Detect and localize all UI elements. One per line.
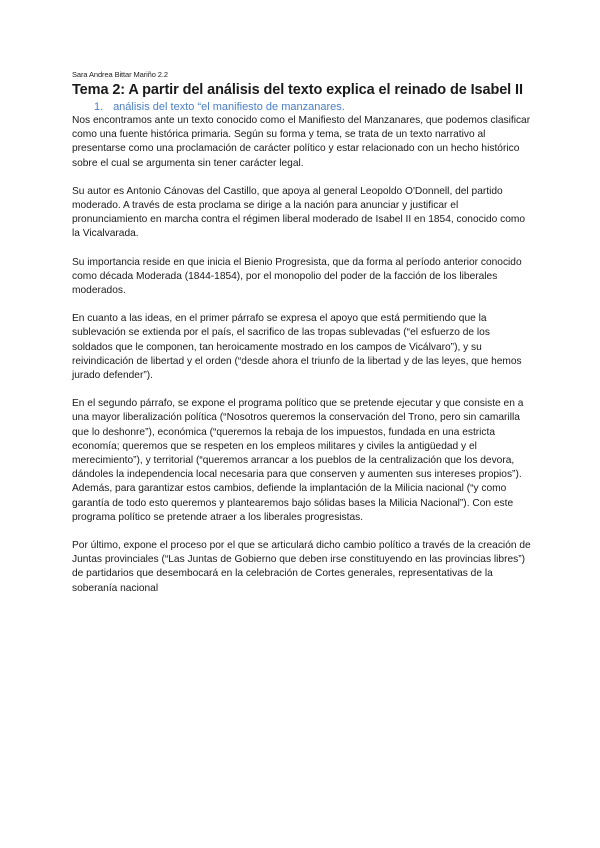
paragraph-2: Su autor es Antonio Cánovas del Castillo, que apoya al general Leopoldo O'Donnell, del partido moderado. A través de esta proclama se dirige a la nación para anunciar y justificar el pronunciamiento en marcha contra el régimen liberal moderado de Isabel II en 1854, conocido como la Vicalvarada.	[72, 185, 526, 240]
paragraph-5: En el segundo párrafo, se expone el programa político que se pretende ejecutar y que consiste en a una mayor liberalización política (“Nosotros queremos la conservación del Trono, pero sin camarilla que lo deshonre”), económica (“queremos la rebaja de los impuestos, fundada en una estricta economía; queremos que se respeten en los empleos militares y civiles la antigüedad y el merecimiento”), y territorial (“queremos arrancar a los pueblos de la centralización que los devora, dándoles la independencia local necesaria para que conserven y aumenten sus intereses propios”). Además, para garantizar estos cambios, defiende la implantación de la Milicia nacional (“y como garantía de todo esto queremos y plantearemos bajo sólidas bases la Milicia Nacional”). Con este programa político se pretende atraer a los liberales progresistas.	[72, 398, 524, 523]
paragraph-4: En cuanto a las ideas, en el primer párrafo se expresa el apoyo que está permitiendo que la sublevación se extienda por el país, el sacrifico de las tropas sublevadas (“el esfuerzo de los soldados que le componen, tan heroicamente mostrado en los campos de Vicálvaro”), y su reivindicación de libertad y el orden (“desde ahora el triunfo de la libertad y de las leyes, que hemos jurado defender”).	[72, 313, 522, 382]
paragraph-6: Por último, expone el proceso por el que se articulará dicho cambio político a través de la creación de Juntas provinciales (“Las Juntas de Gobierno que deben irse constituyendo en las provincias libres”) de partidarios que desembocará en la celebración de Cortes generales, representativas de la soberanía nacional	[72, 540, 531, 594]
paragraph-3: Su importancia reside en que inicia el Bienio Progresista, que da forma al período anterior conocido como década Moderada (1844-1854), por el monopolio del poder de la facción de los liberales moderados.	[72, 256, 522, 297]
paragraph-1: Nos encontramos ante un texto conocido como el Manifiesto del Manzanares, que podemos clasificar como una fuente histórica primaria. Según su forma y tema, se trata de un texto narrativo al presentarse como una proclamación de carácter político y estar relacionado con un hecho histórico sobre el cual se argumenta sin tener carácter legal.	[72, 115, 531, 169]
page-title: Tema 2: A partir del análisis del texto explica el reinado de Isabel II	[72, 82, 523, 98]
section-heading-text: análisis del texto “el manifiesto de manzanares.	[113, 101, 345, 113]
author-line: Sara Andrea Bittar Mariño 2.2	[72, 70, 168, 79]
section-heading	[94, 100, 532, 114]
section-number: 1.	[94, 101, 104, 113]
